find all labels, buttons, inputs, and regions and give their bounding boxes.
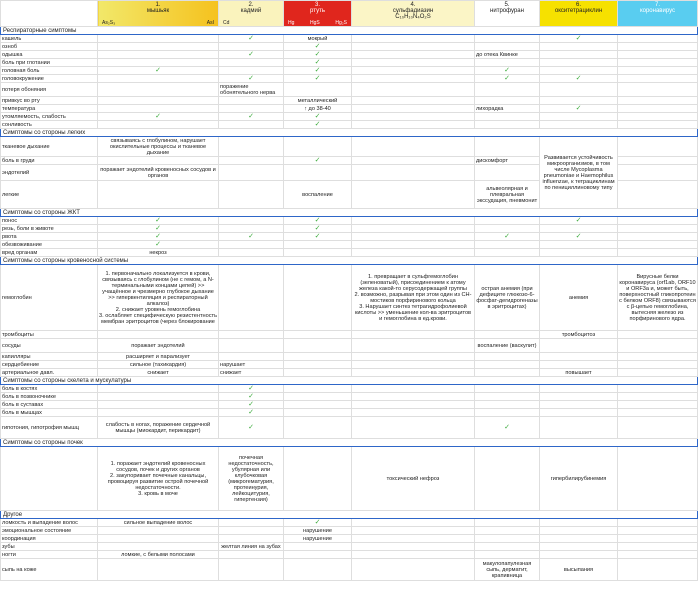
table-row[interactable] [1, 35, 698, 43]
check-mark: ✓ [219, 113, 284, 121]
check-mark: ✓ [284, 233, 352, 241]
check-mark: ✓ [219, 35, 284, 43]
header-oxytetracycline-num: 6. [575, 2, 581, 8]
symptom-label: боль в позвоночнике [1, 393, 98, 401]
check-mark: ✓ [98, 217, 219, 225]
header-cadmium-name: кадмий [240, 8, 262, 14]
table-row[interactable] [1, 113, 698, 121]
symptom-label: головокружение [1, 75, 98, 83]
table-row[interactable] [1, 409, 698, 417]
table-row[interactable] [1, 137, 698, 157]
table-row[interactable] [1, 105, 698, 113]
check-mark: ✓ [219, 75, 284, 83]
section-title: Респираторные симптомы [1, 27, 698, 35]
cell-text: желтая линия на зубах [219, 543, 284, 551]
section-title: Другое [1, 511, 698, 519]
cell-text: гипербилирубинемия [540, 447, 618, 511]
header-oxytetracycline[interactable] [540, 1, 618, 27]
table-row[interactable] [1, 417, 698, 439]
check-mark: ✓ [284, 225, 352, 233]
cell-text: почечная недостаточность, убулярная или клубочковая (микрогематурия, протеинурия, лейкоцитурия, гипертензия) [219, 447, 284, 511]
table-row[interactable] [1, 543, 698, 551]
symptom-label: понос [1, 217, 98, 225]
cell-text: расширяет и парализует [98, 353, 219, 361]
symptom-label: гемоглобин [1, 265, 98, 331]
section-kidneys[interactable] [1, 439, 698, 447]
table-row[interactable] [1, 385, 698, 393]
section-git[interactable] [1, 209, 698, 217]
section-title: Симптомы со стороны скелета и мускулатуры [1, 377, 698, 385]
check-mark: ✓ [98, 233, 219, 241]
header-cadmium[interactable] [219, 1, 284, 27]
section-skeleton[interactable] [1, 377, 698, 385]
symptom-label: тканевое дыхание [1, 137, 98, 157]
table-row[interactable] [1, 535, 698, 543]
symptom-label: сыпь на коже [1, 559, 98, 581]
header-coronavirus[interactable] [618, 1, 698, 27]
header-symptom-cell [1, 1, 98, 27]
header-arsenic-name: мышьяк [146, 8, 170, 14]
check-mark: ✓ [284, 113, 352, 121]
symptom-label: озноб [1, 43, 98, 51]
section-title: Симптомы со стороны легких [1, 129, 698, 137]
table-row[interactable] [1, 401, 698, 409]
cell-text: ломкие, с белыми полосами [98, 551, 219, 559]
header-sulfadiazine-formula: C₁₀H₁₀N₄O₂S [395, 14, 431, 20]
table-row[interactable] [1, 83, 698, 97]
cell-text: поражает эндотелий кровеносных сосудов и органов [98, 165, 219, 181]
check-mark: ✓ [98, 241, 219, 249]
table-row[interactable] [1, 527, 698, 535]
cell-text: ↑ до 38-40 [284, 105, 352, 113]
cell-text: воспаление [284, 181, 352, 209]
cell-text: 1. первоначально локализуется в крови, связываясь с глобулином (не с гемом, а N-терминальными концами цепей) >> учащённое и чрезмерно глубокое дыхание >> гипервентиляция и респираторный алкалоз) 2. снижает уровень гемоглобина 3. ослабляет специфическую резистентность мембран эритроцитов (через блокирование [98, 265, 219, 331]
header-nitrofuran-num: 5. [504, 2, 510, 8]
check-mark: ✓ [284, 217, 352, 225]
check-mark: ✓ [540, 233, 618, 241]
symptom-label: кашель [1, 35, 98, 43]
section-respiratory[interactable] [1, 27, 698, 35]
check-mark: ✓ [540, 105, 618, 113]
table-row[interactable] [1, 519, 698, 527]
cell-text: повышает [540, 369, 618, 377]
cell-text: альвеолярная и плевральная экссудация, пневмонит [475, 181, 540, 209]
table-row[interactable] [1, 361, 698, 369]
check-mark: ✓ [475, 75, 540, 83]
check-mark: ✓ [475, 233, 540, 241]
table-row[interactable] [1, 249, 698, 257]
header-mercury-left: Hg [288, 20, 295, 26]
table-row[interactable] [1, 217, 698, 225]
header-arsenic-left: As₂S₃ [102, 20, 116, 26]
table-row[interactable] [1, 393, 698, 401]
symptom-label: гипотония, гипотрофия мышц [1, 417, 98, 439]
check-mark: ✓ [219, 393, 284, 401]
table-row[interactable] [1, 353, 698, 361]
symptom-label: вред органам [1, 249, 98, 257]
check-mark: ✓ [98, 225, 219, 233]
section-lungs[interactable] [1, 129, 698, 137]
table-row[interactable] [1, 447, 698, 511]
symptom-label: рвота [1, 233, 98, 241]
check-mark: ✓ [540, 75, 618, 83]
symptom-label: боль в суставах [1, 401, 98, 409]
header-oxytetracycline-name: окситетрациклин [554, 8, 603, 14]
check-mark: ✓ [475, 417, 540, 439]
symptom-label: эмоциональное состояние [1, 527, 98, 535]
cell-text: острая анемия (при дефиците глюкозо-6-фосфат-дегидрогеназы в эритроцитах) [475, 265, 540, 331]
check-mark: ✓ [284, 121, 352, 129]
check-mark: ✓ [219, 409, 284, 417]
table-row[interactable] [1, 369, 698, 377]
cell-text: тромбоцитоз [540, 331, 618, 339]
header-mercury[interactable] [284, 1, 352, 27]
symptom-label: координация [1, 535, 98, 543]
header-mercury-mid: HgS [310, 20, 320, 26]
cell-text: нарушение [284, 535, 352, 543]
check-mark: ✓ [284, 51, 352, 59]
header-sulfadiazine-name: сульфадиазин [392, 8, 434, 14]
check-mark: ✓ [284, 59, 352, 67]
check-mark: ✓ [284, 519, 352, 527]
symptom-label: резь, боли в животе [1, 225, 98, 233]
symptom-label: боль при глотании [1, 59, 98, 67]
symptom-label: потеря обоняния [1, 83, 98, 97]
cell-text: некроз [98, 249, 219, 257]
symptom-label: утомляемость, слабость [1, 113, 98, 121]
section-title: Симптомы со стороны кровеносной системы [1, 257, 698, 265]
check-mark: ✓ [219, 233, 284, 241]
table-row[interactable] [1, 225, 698, 233]
section-other[interactable] [1, 511, 698, 519]
header-nitrofuran-name: нитрофуран [490, 8, 524, 14]
cell-text: слабость в ногах, поражение сердечной мышцы (миокардит, перикардит) [98, 417, 219, 439]
check-mark: ✓ [219, 385, 284, 393]
check-mark: ✓ [98, 67, 219, 75]
table-row[interactable] [1, 233, 698, 241]
table-row[interactable] [1, 339, 698, 353]
check-mark: ✓ [475, 67, 540, 75]
table-row[interactable] [1, 331, 698, 339]
cell-text: связываясь с глобулином, нарушает окислительные процессы и тканевое дыхание [98, 137, 219, 157]
header-row [1, 1, 698, 27]
cell-text: сильное выпадение волос [98, 519, 219, 527]
symptom-label: одышка [1, 51, 98, 59]
check-mark: ✓ [540, 217, 618, 225]
header-cadmium-num: 2. [248, 2, 254, 8]
symptom-label: сонливость [1, 121, 98, 129]
check-mark: ✓ [284, 75, 352, 83]
cell-text: нарушение [284, 527, 352, 535]
table-row[interactable] [1, 43, 698, 51]
table-row[interactable] [1, 551, 698, 559]
header-nitrofuran[interactable] [475, 1, 540, 27]
cell-text: лихорадка [475, 105, 540, 113]
check-mark: ✓ [540, 35, 618, 43]
symptom-label: сердцебиение [1, 361, 98, 369]
symptom-label: артериальное давл. [1, 369, 98, 377]
cell-text: снижает [98, 369, 219, 377]
symptom-label: боль в груди [1, 157, 98, 165]
check-mark: ✓ [284, 67, 352, 75]
header-mercury-num: 3. [314, 2, 320, 8]
table-row[interactable] [1, 51, 698, 59]
cell-text: дискомфорт [475, 157, 540, 165]
section-title: Симптомы со стороны почек [1, 439, 698, 447]
check-mark: ✓ [98, 113, 219, 121]
table-row[interactable] [1, 67, 698, 75]
cell-text: поражение обонятельного нерва [219, 83, 284, 97]
symptom-label: капилляры [1, 353, 98, 361]
cell-text: сильное (тахикардия) [98, 361, 219, 369]
cell-text: 1. превращает в сульфгемоглобин (зеленоватый), присоединением к атому железа какой-то серусодержащей группы 2. возможно, разрывая при этом один из CH-мостиков порфиринового кольца 3. Нарушает синтез тетрагидрофолиевой кислоты >> уменьшение кол-ва эритроцитов и гемоглобина в ед.крови. [352, 265, 475, 331]
symptom-label: головная боль [1, 67, 98, 75]
table-row[interactable] [1, 59, 698, 67]
table-row[interactable] [1, 265, 698, 331]
cell-text: металлический [284, 97, 352, 105]
header-arsenic-num: 1. [155, 2, 161, 8]
cell-text: поражает эндотелий [98, 339, 219, 353]
table-row[interactable] [1, 559, 698, 581]
table-row[interactable] [1, 241, 698, 249]
section-title: Симптомы со стороны ЖКТ [1, 209, 698, 217]
symptom-label: зубы [1, 543, 98, 551]
check-mark: ✓ [219, 417, 284, 439]
table-row[interactable] [1, 97, 698, 105]
cell-text: Вирусные белки коронавируса (orf1ab, ORF10 и ORF3a и, может быть, поверхностный гликопротеин с белком ORF8) связываются с β-цепью гемоглобина, вытесняя железо из порфиринового ядра. [618, 265, 698, 331]
cell-text: нарушает [219, 361, 284, 369]
header-arsenic[interactable] [98, 1, 219, 27]
header-coronavirus-num: 7. [654, 2, 660, 8]
symptom-label: ногти [1, 551, 98, 559]
cell-text: до отека Квинке [475, 51, 540, 59]
cell-text: анемия [540, 265, 618, 331]
cell-text: токсический нефроз [352, 447, 475, 511]
symptom-label: температура [1, 105, 98, 113]
symptom-label: привкус во рту [1, 97, 98, 105]
symptom-label: боль в костях [1, 385, 98, 393]
table-row[interactable] [1, 75, 698, 83]
header-sulfadiazine-num: 4. [410, 2, 416, 8]
symptom-label: сосуды [1, 339, 98, 353]
symptom-label: тромбоциты [1, 331, 98, 339]
symptom-label: легкие [1, 181, 98, 209]
section-blood[interactable] [1, 257, 698, 265]
cell-text: воспаление (васкулит) [475, 339, 540, 353]
table-row[interactable] [1, 121, 698, 129]
cell-text: 1. поражает эндотелий кровеносных сосудов, почек и других органов 2. закупоривает почечные канальцы, провоцируя развитие острой почечной недостаточности. 3. кровь в моче [98, 447, 219, 511]
cell-text: мокрый [284, 35, 352, 43]
symptom-label: ломкость и выпадение волос [1, 519, 98, 527]
symptom-label: боль в мышцах [1, 409, 98, 417]
symptom-label: эндотелий [1, 165, 98, 181]
cell-text: снижает [219, 369, 284, 377]
header-arsenic-right: AsI [206, 20, 214, 26]
check-mark: ✓ [219, 401, 284, 409]
cell-text: Развивается устойчивость микроорганизмов, в том числе Mycoplasma pneumoniae и Haemophilus influenzae, к тетрациклинам по пенициллиновому типу [540, 137, 618, 209]
header-coronavirus-name: коронавирус [639, 8, 676, 14]
check-mark: ✓ [284, 43, 352, 51]
cell-text: макулопапулезная сыпь, дерматит, крапивница [475, 559, 540, 581]
check-mark: ✓ [284, 157, 352, 165]
symptom-label: обезвоживание [1, 241, 98, 249]
header-mercury-right: Hg₂S [335, 20, 347, 26]
cell-text: высыпания [540, 559, 618, 581]
header-mercury-name: ртуть [310, 8, 325, 14]
header-sulfadiazine[interactable] [352, 1, 475, 27]
check-mark: ✓ [219, 51, 284, 59]
symptom-label [1, 447, 98, 511]
header-cadmium-left: Cd [223, 20, 230, 26]
